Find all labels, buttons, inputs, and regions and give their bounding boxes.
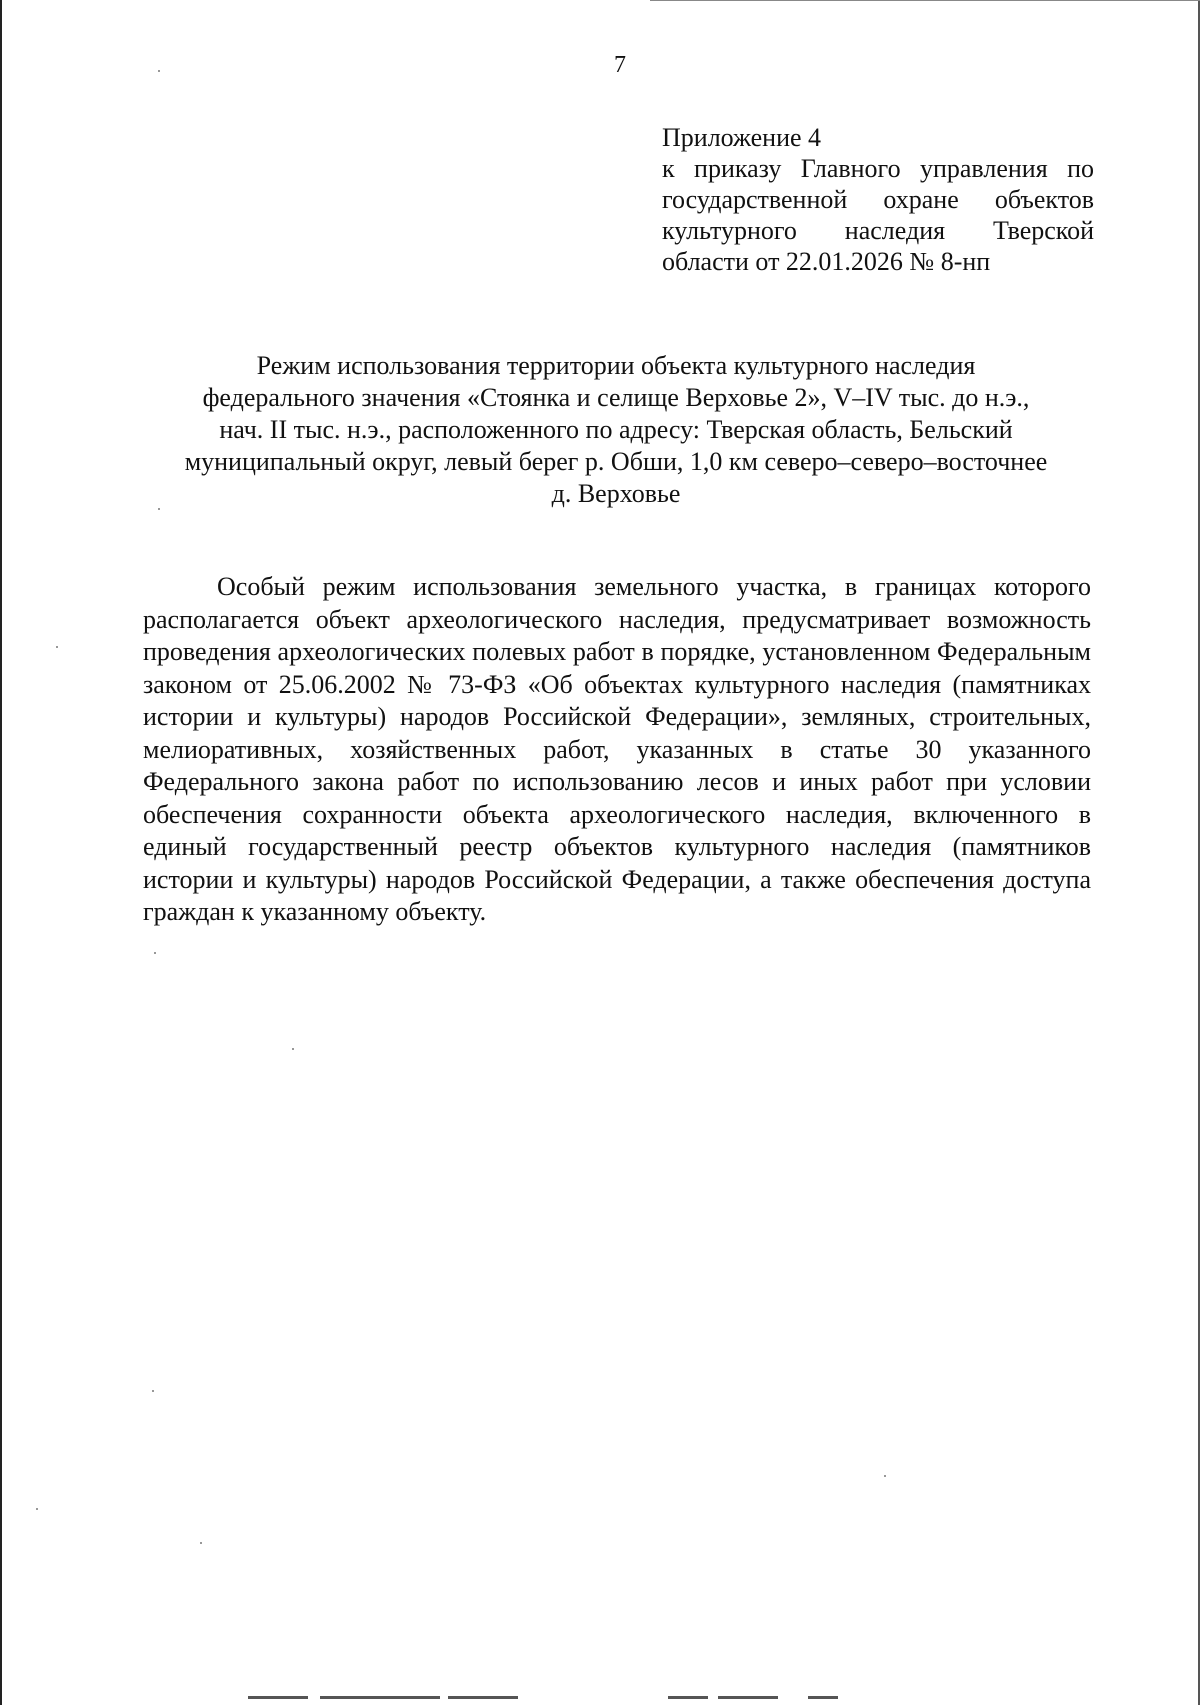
document-title-line: д. Верховье: [551, 479, 681, 508]
scan-mark: [248, 1696, 308, 1699]
document-title-line: муниципальный округ, левый берег р. Обши, 1,0 км северо–северо–восточнее: [184, 447, 1048, 476]
document-title-line: федерального значения «Стоянка и селище Верховье 2», V–IV тыс. до н.э.,: [202, 383, 1030, 412]
scan-speck: [36, 1508, 38, 1510]
scan-speck: [158, 70, 160, 72]
scan-border-left: [0, 0, 2, 1705]
scan-speck: [158, 508, 160, 510]
document-title: [136, 350, 1096, 510]
scan-mark: [668, 1696, 708, 1699]
body-paragraph: Особый режим использования земельного участка, в границах которого располагается объект археологического наследия, предусматривает возможность проведения археологических полевых работ в порядке, установленном Федеральным законом от 25.06.2002 № 73-ФЗ «Об объектах культурного наследия (памятниках истории и культуры) народов Российской Федерации», земляных, строительных, мелиоративных, хозяйственных работ, указанных в статье 30 указанного Федерального закона работ по использованию лесов и иных работ при условии обеспечения сохранности объекта археологического наследия, включенного в единый государственный реестр объектов культурного наследия (памятников истории и культуры) народов Российской Федерации, а также обеспечения доступа граждан к указанному объекту.: [143, 572, 1091, 926]
scan-speck: [152, 1390, 154, 1392]
appendix-reference: к приказу Главного управления по государственной охране объектов культурного наследия Тверской области от 22.01.2026 № 8-нп: [662, 154, 1094, 276]
page-number: 7: [614, 52, 626, 78]
appendix-title: Приложение 4: [662, 123, 822, 152]
scan-mark: [448, 1696, 518, 1699]
scan-bottom-marks: [248, 1696, 848, 1699]
scan-top-edge: [650, 0, 1200, 1]
scan-mark: [808, 1696, 838, 1699]
scan-mark: [320, 1696, 440, 1699]
scan-speck: [154, 952, 156, 954]
scan-speck: [884, 1475, 886, 1477]
scan-speck: [56, 646, 58, 648]
scan-speck: [200, 1542, 202, 1544]
appendix-block: [662, 122, 1094, 277]
scan-speck: [292, 1048, 294, 1050]
document-title-line: Режим использования территории объекта культурного наследия: [256, 351, 976, 380]
document-title-line: нач. II тыс. н.э., расположенного по адресу: Тверская область, Бельский: [219, 415, 1013, 444]
scan-mark: [718, 1696, 778, 1699]
